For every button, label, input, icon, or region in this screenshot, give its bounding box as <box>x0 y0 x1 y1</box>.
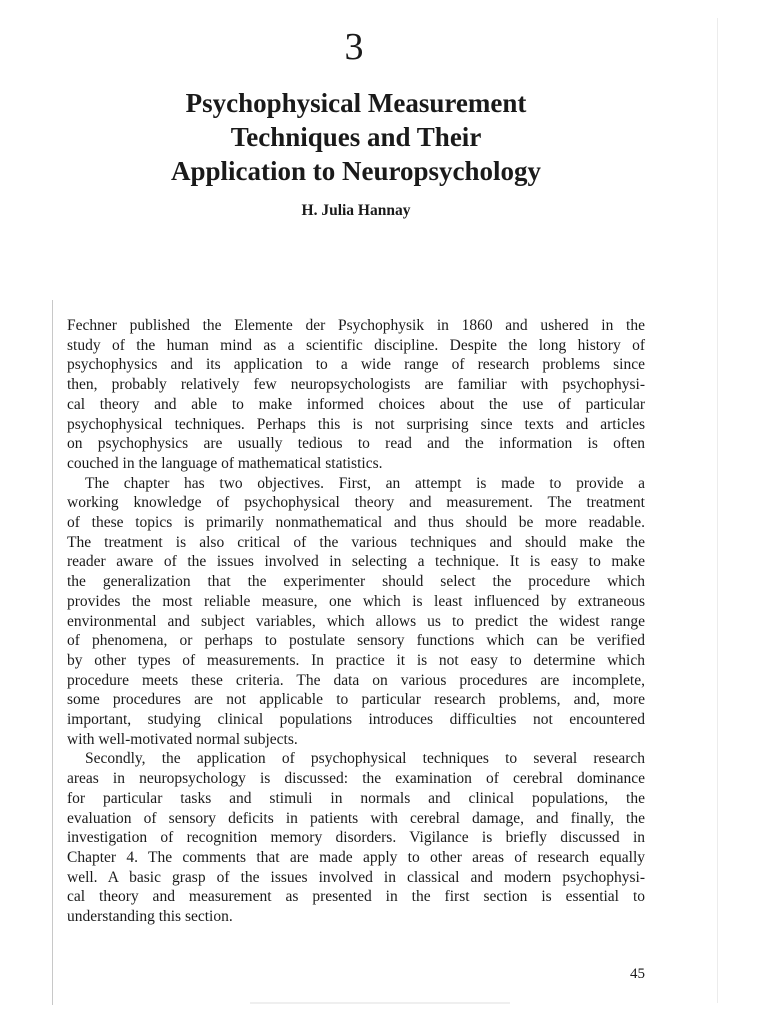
text-line: areas in neuropsychology is discussed: the examination of cerebral dominance <box>67 770 645 788</box>
text-line: working knowledge of psychophysical theory and measurement. The treatment <box>67 494 645 512</box>
text-line: study of the human mind as a scientific discipline. Despite the long history of <box>67 336 645 354</box>
text-line: provides the most reliable measure, one which is least influenced by extraneous <box>67 592 645 610</box>
text-line: of phenomena, or perhaps to postulate sensory functions which can be verified <box>67 632 645 650</box>
text-line: couched in the language of mathematical statistics. <box>67 454 383 472</box>
scan-bottom-shadow <box>250 1002 510 1004</box>
text-line: then, probably relatively few neuropsychologists are familiar with psychophysi- <box>67 376 645 394</box>
text-line: some procedures are not applicable to particular research problems, and, more <box>67 691 645 709</box>
text-line: psychophysical techniques. Perhaps this is not surprising since texts and articles <box>67 415 645 433</box>
text-line: Secondly, the application of psychophysical techniques to several research <box>85 750 645 768</box>
paragraph <box>67 316 645 474</box>
text-line: with well-motivated normal subjects. <box>67 730 298 748</box>
text-line: understanding this section. <box>67 908 233 926</box>
chapter-title-line: Psychophysical Measurement <box>185 88 527 118</box>
text-line: cal theory and able to make informed choices about the use of particular <box>67 395 645 413</box>
text-line: The chapter has two objectives. First, an attempt is made to provide a <box>85 474 645 492</box>
author-name: H. Julia Hannay <box>301 202 411 219</box>
paragraph <box>67 749 645 926</box>
text-line: psychophysics and its application to a wide range of research problems since <box>67 356 645 374</box>
text-line: of these topics is primarily nonmathematical and thus should be more readable. <box>67 514 645 532</box>
text-line: important, studying clinical populations introduces difficulties not encountered <box>67 711 645 729</box>
chapter-title-line: Application to Neuropsychology <box>170 156 542 186</box>
text-line: the generalization that the experimenter should select the procedure which <box>67 573 645 591</box>
text-line: Chapter 4. The comments that are made apply to other areas of research equally <box>67 848 645 866</box>
text-line: by other types of measurements. In practice it is not easy to determine which <box>67 651 645 669</box>
text-line: evaluation of sensory deficits in patients with cerebral damage, and finally, the <box>67 809 645 827</box>
text-line: cal theory and measurement as presented in the first section is essential to <box>67 888 645 906</box>
text-line: environmental and subject variables, which allows us to predict the widest range <box>67 612 645 630</box>
text-line: for particular tasks and stimuli in normals and clinical populations, the <box>67 789 645 807</box>
page-number: 45 <box>630 966 645 982</box>
text-line: on psychophysics are usually tedious to read and the information is often <box>67 435 645 453</box>
text-line: procedure meets these criteria. The data on various procedures are incomplete, <box>67 671 645 689</box>
body-text <box>67 316 645 927</box>
scan-margin-line-left <box>52 300 53 1005</box>
chapter-title <box>0 86 712 188</box>
scan-margin-line-right <box>717 18 718 1003</box>
chapter-title-line: Techniques and Their <box>230 122 482 152</box>
text-line: reader aware of the issues involved in selecting a technique. It is easy to make <box>67 553 645 571</box>
chapter-number: 3 <box>344 26 364 68</box>
text-line: Fechner published the Elemente der Psychophysik in 1860 and ushered in the <box>67 317 645 334</box>
paragraph <box>67 474 645 750</box>
text-line: investigation of recognition memory disorders. Vigilance is briefly discussed in <box>67 829 645 847</box>
text-line: well. A basic grasp of the issues involved in classical and modern psychophysi- <box>67 868 645 886</box>
text-line: The treatment is also critical of the various techniques and should make the <box>67 533 645 551</box>
